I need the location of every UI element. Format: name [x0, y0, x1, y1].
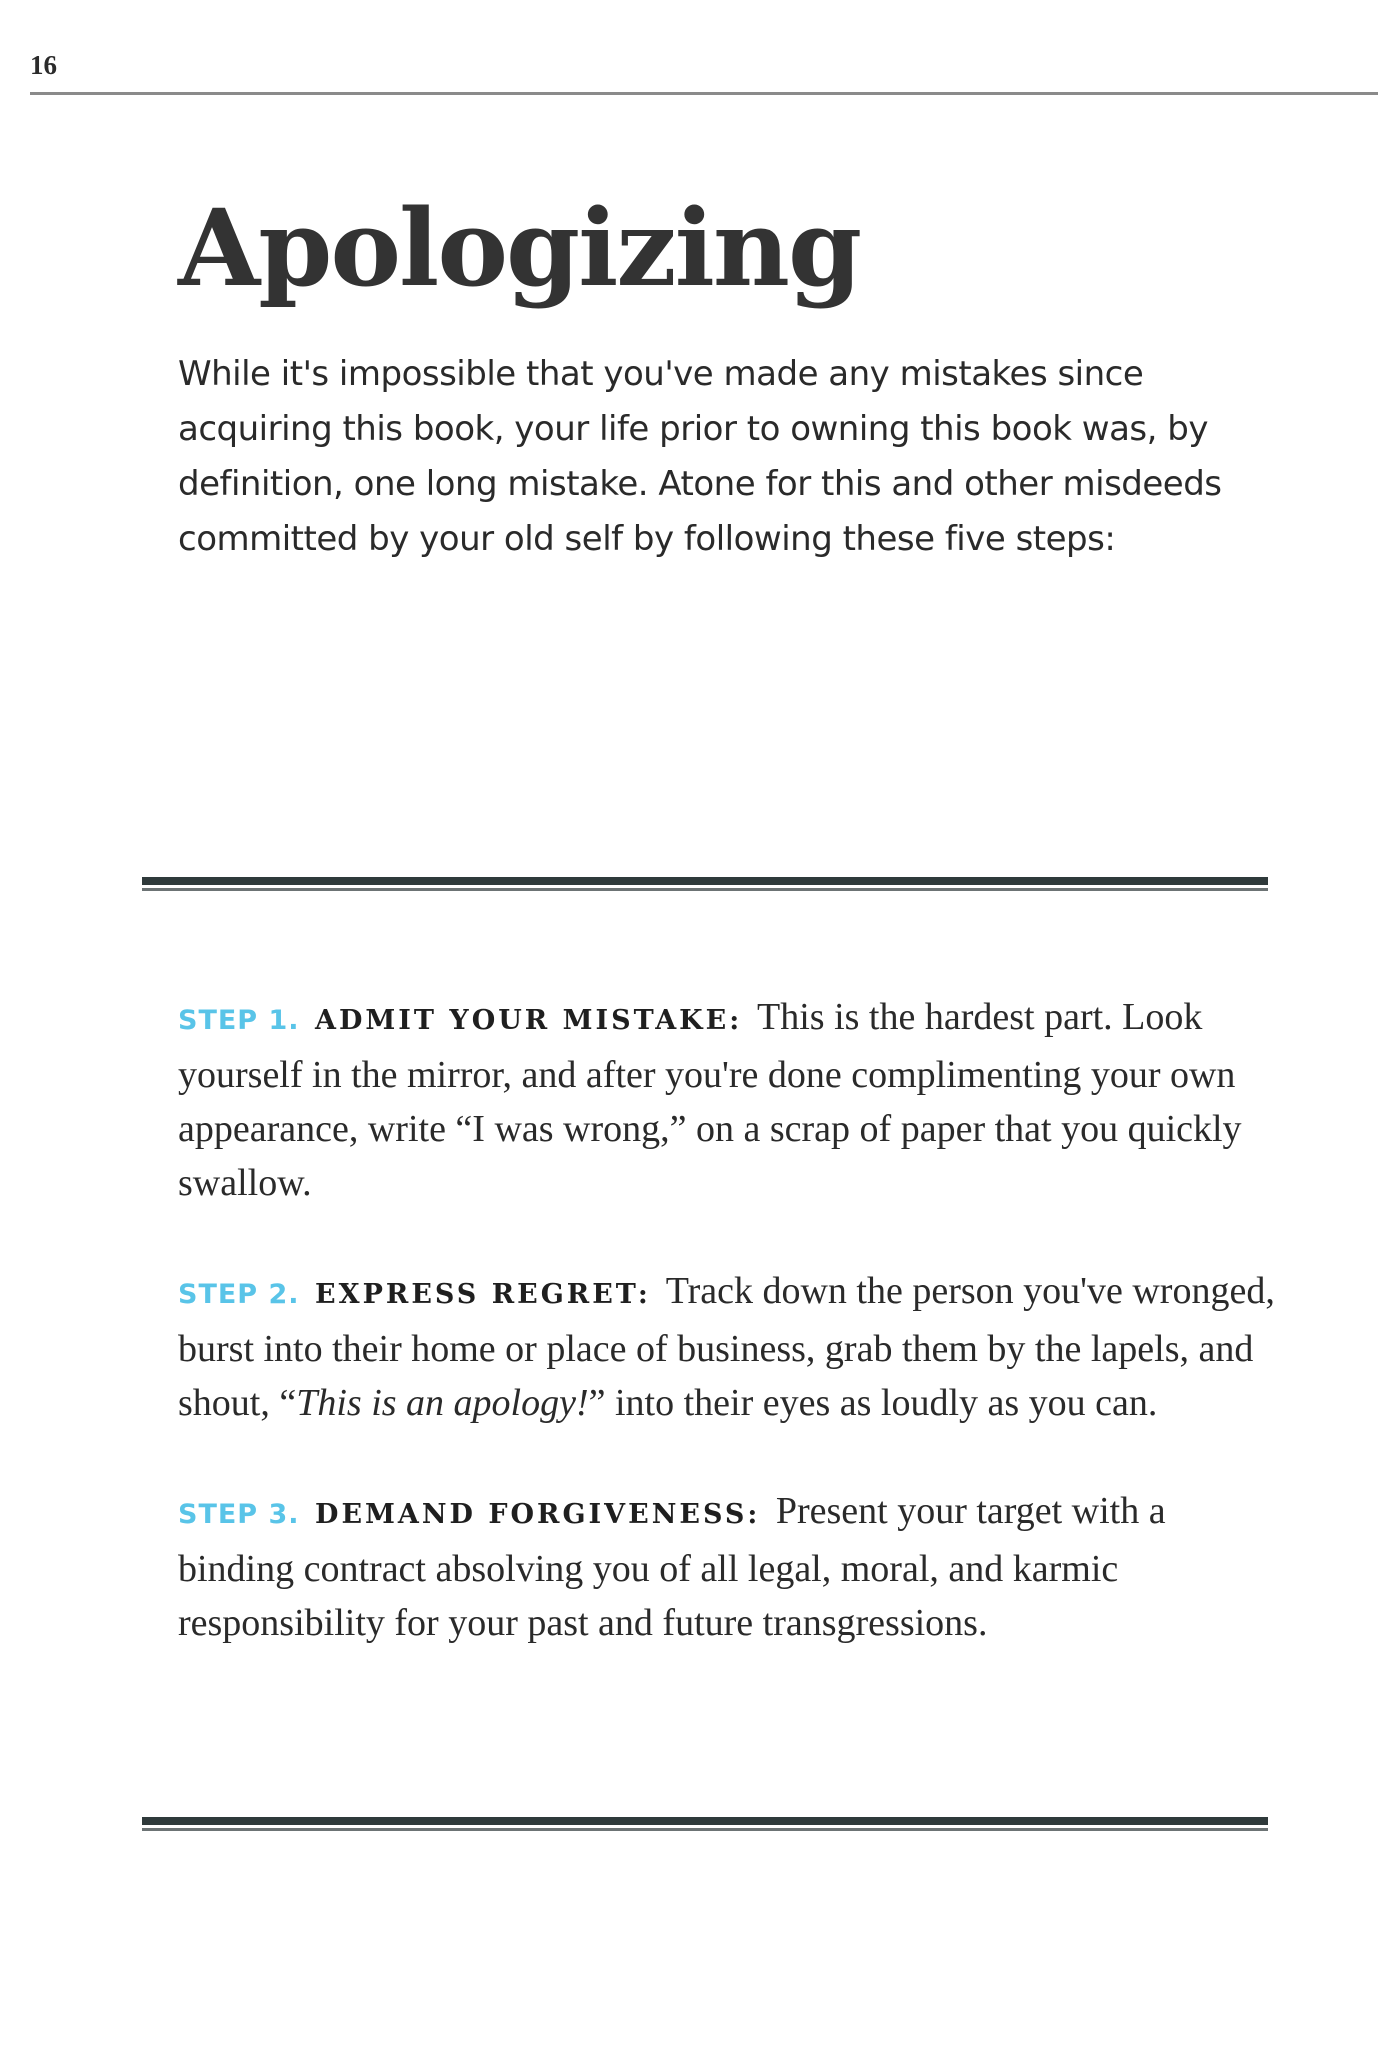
step-label: STEP 1. — [178, 1005, 300, 1036]
step-label: STEP 3. — [178, 1499, 300, 1530]
step-text-part: Track down the person you've wronged, burst into their home or place of business, grab them by the lapels, and shout, “ — [178, 1270, 1275, 1424]
step-label: STEP 2. — [178, 1279, 300, 1310]
step-text-part: ” into their eyes as loudly as you can. — [588, 1382, 1158, 1424]
step-item — [178, 1484, 1278, 1650]
page-number: 16 — [30, 50, 57, 80]
header-rule — [30, 92, 1378, 95]
step-item — [178, 990, 1278, 1210]
section-rule-bottom — [142, 1817, 1268, 1831]
step-text: This is the hardest part. Look yourself in the mirror, and after you're done complimenting your own appearance, write “I was wrong,” on a scrap of paper that you quickly swallow. — [178, 996, 1242, 1204]
page-title: Apologizing — [178, 185, 861, 310]
step-heading: ADMIT YOUR MISTAKE: — [315, 1005, 743, 1036]
step-text-italic: This is an apology! — [296, 1382, 589, 1424]
section-rule-top — [142, 877, 1268, 891]
step-heading: EXPRESS REGRET: — [315, 1279, 651, 1310]
step-text: Present your target with a binding contract absolving you of all legal, moral, and karmic responsibility for your past and future transgressions. — [178, 1490, 1166, 1644]
step-heading: DEMAND FORGIVENESS: — [315, 1499, 761, 1530]
step-item — [178, 1264, 1278, 1430]
intro-paragraph: While it's impossible that you've made any mistakes since acquiring this book, your life prior to owning this book was, by definition, one long mistake. Atone for this and other misdeeds committed by your old self by following these five steps: — [178, 354, 1222, 559]
steps-list — [178, 990, 1278, 1704]
